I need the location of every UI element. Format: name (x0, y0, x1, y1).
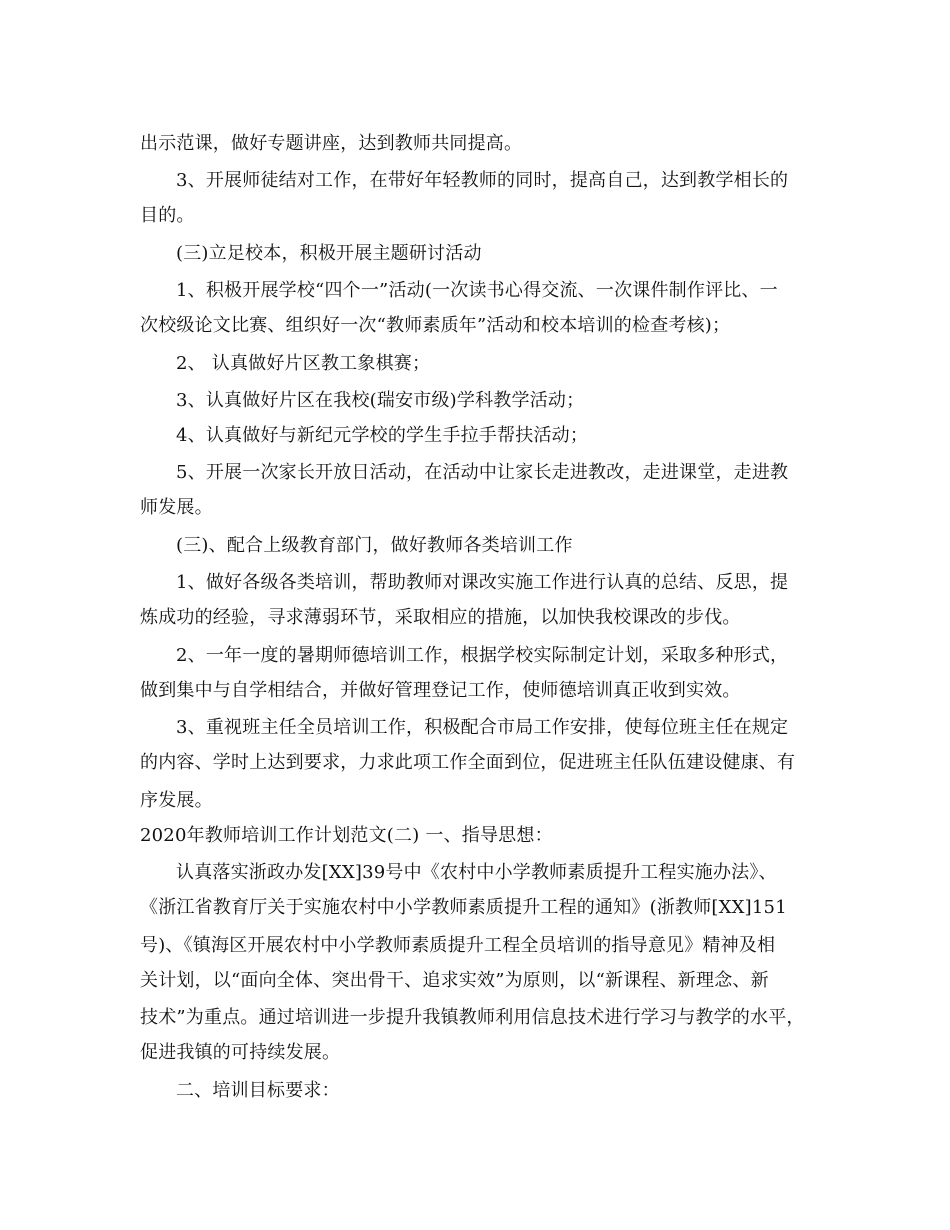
section-heading: 二、培训目标要求： (176, 1080, 340, 1101)
list-item: 2、一年一度的暑期师德培训工作，根据学校实际制定计划，采取多种形式， (176, 645, 789, 666)
body-text-line: 关计划，以“面向全体、突出骨干、追求实效”为原则，以“新课程、新理念、新 (140, 970, 769, 991)
body-text-line: 《浙江省教育厅关于实施农村中小学教师素质提升工程的通知》(浙教师[XX]151 (140, 897, 787, 918)
body-text-line: 序发展。 (140, 790, 213, 811)
section-heading: (三)、配合上级教育部门，做好教师各类培训工作 (176, 535, 573, 556)
list-item: 4、认真做好与新纪元学校的学生手拉手帮扶活动； (176, 425, 589, 446)
list-item: 1、积极开展学校“四个一”活动(一次读书心得交流、一次课件制作评比、一 (176, 280, 778, 301)
body-text-line: 号)、《镇海区开展农村中小学教师素质提升工程全员培训的指导意见》精神及相 (140, 935, 776, 956)
body-text-line: 技术”为重点。通过培训进一步提升我镇教师利用信息技术进行学习与教学的水平， (140, 1007, 805, 1028)
body-text-line: 目的。 (140, 205, 195, 226)
body-text-line: 师发展。 (140, 497, 213, 518)
document-title: 2020年教师培训工作计划范文(二) 一、指导思想： (140, 825, 553, 846)
body-text-line: 次校级论文比赛、组织好一次“教师素质年”活动和校本培训的检查考核)； (140, 315, 731, 336)
body-text-line: 的内容、学时上达到要求，力求此项工作全面到位，促进班主任队伍建设健康、有 (140, 752, 796, 773)
body-text-line: 做到集中与自学相结合，并做好管理登记工作，使师德培训真正收到实效。 (140, 680, 741, 701)
list-item: 1、做好各级各类培训，帮助教师对课改实施工作进行认真的总结、反思，提 (176, 572, 789, 593)
list-item: 5、开展一次家长开放日活动，在活动中让家长走进教改，走进课堂，走进教 (176, 462, 789, 483)
body-text-line: 认真落实浙政办发[XX]39号中《农村中小学教师素质提升工程实施办法》、 (176, 862, 777, 883)
section-heading: (三)立足校本，积极开展主题研讨活动 (176, 243, 482, 264)
body-text-line: 炼成功的经验，寻求薄弱环节，采取相应的措施，以加快我校课改的步伐。 (140, 607, 741, 628)
list-item: 3、开展师徒结对工作，在带好年轻教师的同时，提高自己，达到教学相长的 (176, 170, 789, 191)
list-item: 3、认真做好片区在我校(瑞安市级)学科教学活动； (176, 390, 585, 411)
body-text-line: 促进我镇的可持续发展。 (140, 1042, 341, 1063)
list-item: 3、重视班主任全员培训工作，积极配合市局工作安排，使每位班主任在规定 (176, 717, 789, 738)
body-text-line: 出示范课，做好专题讲座，达到教师共同提高。 (140, 133, 523, 154)
list-item: 2、 认真做好片区教工象棋赛； (176, 353, 431, 374)
